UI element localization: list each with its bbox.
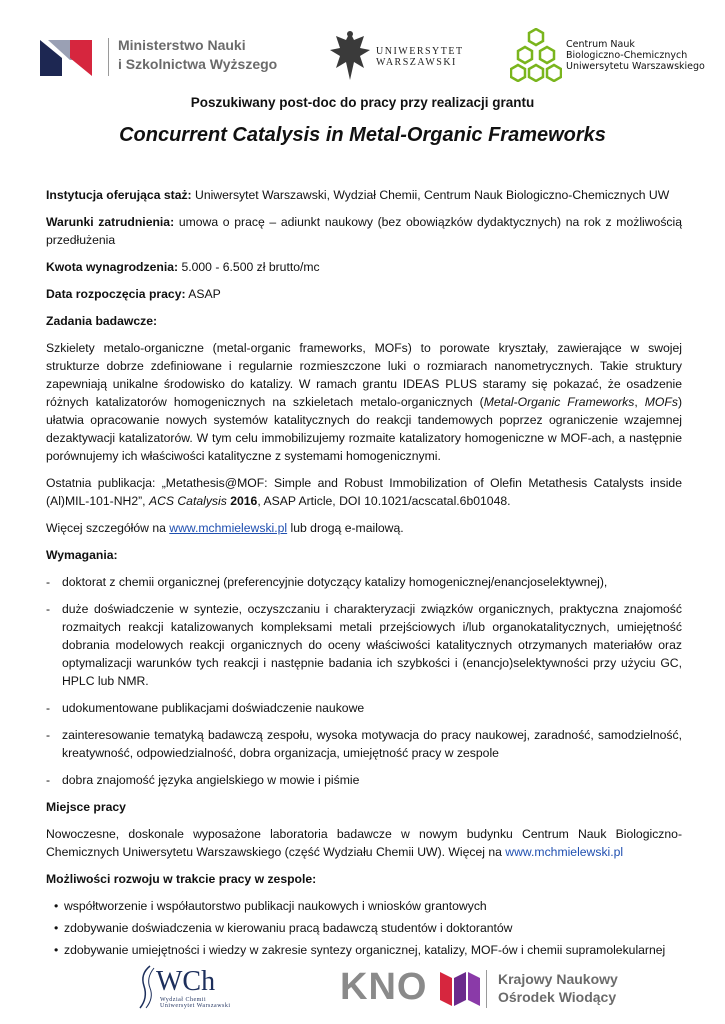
ministry-name <box>118 36 277 74</box>
development-item: • współtworzenie i współautorstwo publikacji naukowych i wniosków grantowych <box>54 897 682 915</box>
requirements-list <box>46 573 682 789</box>
ministry-line-1: Ministerstwo Nauki <box>118 37 246 53</box>
wch-subtitle <box>160 997 231 1009</box>
tasks-heading: Zadania badawcze: <box>46 314 158 328</box>
know-line-1: Krajowy Naukowy <box>498 971 618 987</box>
cnbc-name <box>566 39 705 72</box>
details-text-b: lub drogą e-mailową. <box>287 521 404 535</box>
start-row <box>46 285 682 303</box>
start-value: ASAP <box>188 287 221 301</box>
wch-name: WCh <box>156 966 216 997</box>
uw-line-1: UNIWERSYTET <box>376 46 464 57</box>
institution-label: Instytucja oferująca staż: <box>46 188 192 202</box>
development-item: • zdobywanie umiejętności i wiedzy w zakresie syntezy organicznej, katalizy, MOF-ów i chemii supramolekularnej <box>54 941 682 959</box>
research-term-mof-full: Metal-Organic Frameworks <box>483 395 635 409</box>
requirement-item: - duże doświadczenie w syntezie, oczyszczaniu i charakteryzacji związków organicznych, praktyczna znajomość rozmaitych reakcji katalizowanych kompleksami metali przejściowych i/lub organokatalitycznych, umiejętność dobrania modelowych reakcji organicznych do oceny właściwości katalitycznych otrzymanych materiałów oraz optymalizacji warunków tych reakcji i następnie badania ich szybkości i (enancjo)selektywności przy użyciu GC, HPLC lub NMR. <box>46 600 682 690</box>
development-item: • zdobywanie doświadczenia w kierowaniu pracą badawczą studentów i doktorantów <box>54 919 682 937</box>
publication-year: 2016 <box>230 494 258 508</box>
hexagon-cluster-icon <box>510 28 562 82</box>
wch-sub-line-2: Uniwersytet Warszawski <box>160 1003 231 1009</box>
know-divider <box>486 970 487 1008</box>
cnbc-line-1: Centrum Nauk <box>566 39 635 50</box>
cnbc-line-3: Uniwersytetu Warszawskiego <box>566 61 705 72</box>
details-paragraph <box>46 519 682 537</box>
ministry-emblem-icon <box>40 36 102 76</box>
research-text-b: ) ułatwia opracowanie nowych systemów katalitycznych do reakcji tandemowych poprzez ograniczenie wzajemnej dezaktywacji katalizatorów. W tym celu immobilizujemy rozmaite katalizatory homogeniczne w MOF-ach, a następnie porównujemy ich właściwości katalityczne z systemami homogenicznymi. <box>46 395 682 463</box>
publication-paragraph <box>46 474 682 510</box>
requirement-item: - dobra znajomość języka angielskiego w mowie i piśmie <box>46 771 682 789</box>
requirements-heading: Wymagania: <box>46 548 118 562</box>
know-line-2: Ośrodek Wiodący <box>498 989 617 1005</box>
conditions-row <box>46 213 682 249</box>
research-term-mofs: MOFs <box>644 395 678 409</box>
start-label: Data rozpoczęcia pracy: <box>46 287 186 301</box>
development-heading: Możliwości rozwoju w trakcie pracy w zespole: <box>46 872 317 886</box>
wch-logo <box>136 964 236 1014</box>
wch-sub-line-1: Wydział Chemii <box>160 997 207 1003</box>
publication-text-a: Ostatnia publikacja: „Metathesis@MOF: Simple and Robust Immobilization of Olefin Metathesis Catalysts inside (Al)MIL-101-NH2”, <box>46 476 682 508</box>
workplace-paragraph <box>46 825 682 861</box>
ministry-line-2: i Szkolnictwa Wyższego <box>118 56 278 72</box>
publication-journal: ACS Catalysis <box>148 494 227 508</box>
eagle-emblem-icon <box>328 28 372 84</box>
workplace-heading: Miejsce pracy <box>46 800 126 814</box>
workplace-website-link[interactable]: www.mchmielewski.pl <box>505 845 624 859</box>
page-subtitle: Poszukiwany post-doc do pracy przy realizacji grantu <box>190 95 535 110</box>
requirement-item: - doktorat z chemii organicznej (preferencyjnie dotyczący katalizy homogenicznej/enancjoselektywnej), <box>46 573 682 591</box>
publication-text-b: , ASAP Article, DOI 10.1021/acscatal.6b01048. <box>257 494 511 508</box>
uw-name <box>376 46 464 68</box>
salary-label: Kwota wynagrodzenia: <box>46 260 179 274</box>
ministry-logo <box>40 36 280 80</box>
know-logo <box>340 966 630 1012</box>
know-w-mark-icon <box>440 972 480 1006</box>
uw-logo <box>328 28 463 88</box>
uw-line-2: WARSZAWSKI <box>376 57 457 68</box>
requirement-item: - zainteresowanie tematyką badawczą zespołu, wysoka motywacja do pracy naukowej, zaradność, samodzielność, kreatywność, odpowiedzialność, dobra organizacja, umiejętność pracy w zespole <box>46 726 682 762</box>
know-name <box>498 970 618 1006</box>
salary-value: 5.000 - 6.500 zł brutto/mc <box>181 260 320 274</box>
ministry-divider <box>108 38 109 76</box>
research-text-a: Szkielety metalo-organiczne (metal-organic frameworks, MOFs) to porowate kryształy, zawierające w swojej strukturze dobrze zdefiniowane i regularnie rozmieszczone luki o rozmiarach nanometrycznych. Takie struktury zapewniają unikalne środowisko do katalizy. W ramach grantu IDEAS PLUS staramy się pokazać, że osadzenie różnych katalizatorów homogenicznych na szkieletach metalo-organicznych ( <box>46 341 682 409</box>
cnbc-logo <box>510 28 705 82</box>
requirement-item: - udokumentowane publikacjami doświadczenie naukowe <box>46 699 682 717</box>
research-comma: , <box>634 395 645 409</box>
conditions-label: Warunki zatrudnienia: <box>46 215 175 229</box>
institution-value: Uniwersytet Warszawski, Wydział Chemii, Centrum Nauk Biologiczno-Chemicznych UW <box>195 188 670 202</box>
page-title: Concurrent Catalysis in Metal-Organic Frameworks <box>119 124 606 146</box>
website-link[interactable]: www.mchmielewski.pl <box>169 521 288 535</box>
research-paragraph <box>46 339 682 465</box>
development-list <box>46 897 682 959</box>
details-text-a: Więcej szczegółów na <box>46 521 170 535</box>
cnbc-line-2: Biologiczno-Chemicznych <box>566 50 688 61</box>
wch-emblem-icon <box>136 964 158 1010</box>
offer-content <box>46 186 682 963</box>
workplace-text: Nowoczesne, doskonale wyposażone laboratoria badawcze w nowym budynku Centrum Nauk Biologiczno-Chemicznych Uniwersytetu Warszawskiego (część Wydziału Chemii UW). Więcej na <box>46 827 682 859</box>
kno-letters: KNO <box>340 966 428 1008</box>
institution-row <box>46 186 682 204</box>
salary-row <box>46 258 682 276</box>
conditions-value: umowa o pracę – adiunkt naukowy (bez obowiązków dydaktycznych) na rok z możliwością przedłużenia <box>46 215 682 247</box>
